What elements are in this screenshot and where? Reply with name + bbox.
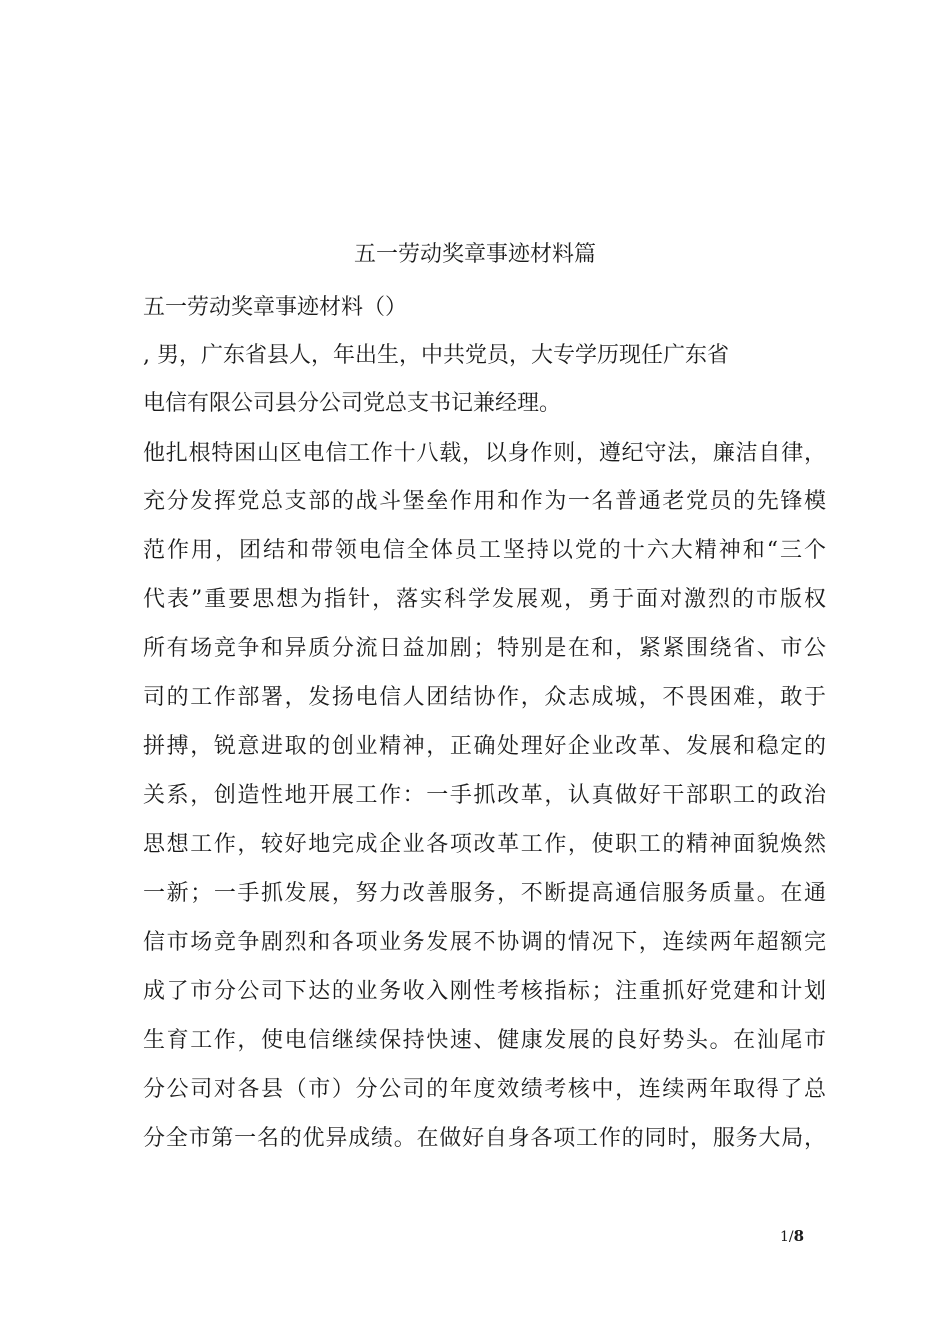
document-title: 五一劳动奖章事迹材料篇 [353, 242, 596, 267]
body-line: 司的工作部署，发扬电信人团结协作，众志成城，不畏困难，敢于 [143, 685, 826, 710]
body-line: 所有场竞争和异质分流日益加剧；特别是在和，紧紧围绕省、市公 [143, 636, 826, 661]
body-line: 范作用，团结和带领电信全体员工坚持以党的十六大精神和“三个 [143, 538, 826, 563]
body-line: 一新；一手抓发展，努力改善服务，不断提高通信服务质量。在通 [143, 881, 826, 906]
body-line: 充分发挥党总支部的战斗堡垒作用和作为一名普通老党员的先锋模 [143, 489, 826, 514]
intro-line: , 男，广东省县人，年出生，中共党员，大专学历现任广东省 [143, 343, 729, 368]
intro-line: 电信有限公司县分公司党总支书记兼经理。 [143, 391, 562, 416]
page-number-current: 1/ [780, 1229, 794, 1245]
body-line: 关系，创造性地开展工作：一手抓改革，认真做好干部职工的政治 [143, 783, 826, 808]
page-number-total: 8 [793, 1227, 805, 1245]
body-line: 成了市分公司下达的业务收入刚性考核指标；注重抓好党建和计划 [143, 979, 826, 1004]
body-line: 他扎根特困山区电信工作十八载，以身作则，遵纪守法，廉洁自律， [143, 441, 826, 466]
body-line: 思想工作，较好地完成企业各项改革工作，使职工的精神面貌焕然 [143, 832, 826, 857]
body-line: 信市场竞争剧烈和各项业务发展不协调的情况下，连续两年超额完 [143, 930, 826, 955]
body-line: 代表”重要思想为指针，落实科学发展观，勇于面对激烈的市版权 [143, 587, 826, 612]
body-line: 生育工作，使电信继续保持快速、健康发展的良好势头。在汕尾市 [143, 1028, 826, 1053]
document-subtitle: 五一劳动奖章事迹材料（） [143, 295, 408, 320]
page-number [780, 1226, 804, 1247]
body-line: 拼搏，锐意进取的创业精神，正确处理好企业改革、发展和稳定的 [143, 734, 826, 759]
body-line: 分全市第一名的优异成绩。在做好自身各项工作的同时，服务大局， [143, 1126, 826, 1151]
body-line: 分公司对各县（市）分公司的年度效绩考核中，连续两年取得了总 [143, 1077, 826, 1102]
